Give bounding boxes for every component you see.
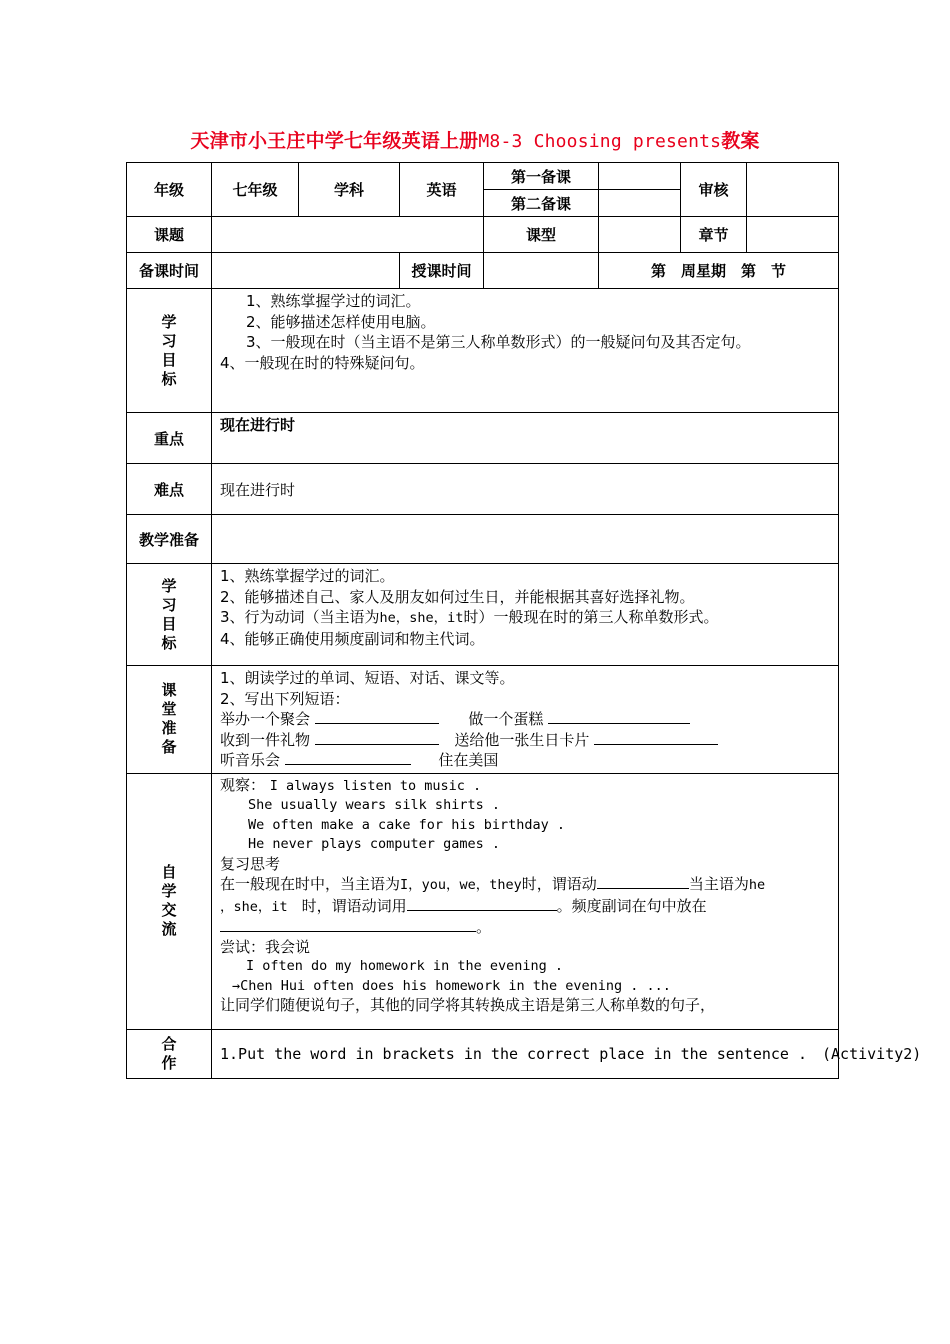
answer-blank xyxy=(315,709,439,724)
objectives2-content xyxy=(212,564,839,666)
phrase-row xyxy=(220,730,830,751)
class-prep-line: 1、朗读学过的单词、短语、对话、课文等。 xyxy=(220,669,515,687)
teach-time-cell xyxy=(484,253,599,289)
class-prep-content xyxy=(212,666,839,774)
example-sentence: She usually wears silk shirts . xyxy=(248,797,500,813)
prep1-label: 第一备课 xyxy=(484,163,599,190)
difficulty-value: 现在进行时 xyxy=(212,464,839,515)
prep2-cell xyxy=(599,190,681,217)
answer-blank xyxy=(407,896,557,911)
teaching-prep-cell xyxy=(212,515,839,564)
phrase: 送给他一张生日卡片 xyxy=(454,730,590,749)
teach-time-label: 授课时间 xyxy=(400,253,484,289)
observe-line: 观察： I always listen to music . xyxy=(220,775,482,794)
title-code: M8-3 Choosing presents xyxy=(478,131,722,152)
topic-cell xyxy=(212,217,484,253)
objective2-item: 1、熟练掌握学过的词汇。 xyxy=(220,567,395,585)
objective2-item: 2、能够描述自己、家人及朋友如何过生日，并能根据其喜好选择礼物。 xyxy=(220,587,695,606)
objectives1-label: 学 习 目 标 xyxy=(127,289,212,413)
lesson-type-cell xyxy=(599,217,681,253)
topic-label: 课题 xyxy=(127,217,212,253)
try-heading: 尝试：我会说 xyxy=(220,937,311,956)
objective2-item: 3、行为动词（当主语为he，she，it时）一般现在时的第三人称单数形式。 xyxy=(220,608,719,626)
prep-time-label: 备课时间 xyxy=(127,253,212,289)
objectives1-content xyxy=(212,289,839,413)
phrase: 收到一件礼物 xyxy=(220,730,311,749)
title-prefix: 天津市小王庄中学七年级英语上册 xyxy=(190,130,479,152)
answer-blank xyxy=(315,730,439,745)
try-sentence: →Chen Hui often does his homework in the evening . ... xyxy=(232,977,671,994)
example-sentence: He never plays computer games . xyxy=(248,836,500,852)
lesson-type-label: 课型 xyxy=(484,217,599,253)
review-cell xyxy=(747,163,839,217)
prep2-label: 第二备课 xyxy=(484,190,599,217)
key-point-label: 重点 xyxy=(127,413,212,464)
rule-line: 。 xyxy=(220,917,830,938)
grade-label: 年级 xyxy=(127,163,212,217)
prep-time-cell xyxy=(212,253,400,289)
phrase: 举办一个聚会 xyxy=(220,710,311,728)
phrase: 听音乐会 xyxy=(220,751,281,769)
lesson-plan-table xyxy=(126,162,922,1079)
phrase-row xyxy=(220,750,830,771)
class-prep-label: 课 堂 准 备 xyxy=(127,666,212,774)
objective2-item: 4、能够正确使用频度副词和物主代词。 xyxy=(220,629,485,648)
answer-blank xyxy=(548,709,690,724)
objectives2-label: 学 习 目 标 xyxy=(127,564,212,666)
objective1-item: 4、一般现在时的特殊疑问句。 xyxy=(220,353,425,372)
prep1-cell xyxy=(599,163,681,190)
subject-label: 学科 xyxy=(299,163,400,217)
review-label: 审核 xyxy=(681,163,747,217)
teaching-prep-label: 教学准备 xyxy=(127,515,212,564)
cooperation-label: 合 作 xyxy=(127,1029,212,1078)
review-heading: 复习思考 xyxy=(220,854,281,873)
difficulty-label: 难点 xyxy=(127,464,212,515)
chapter-label: 章节 xyxy=(681,217,747,253)
example-sentence: We often make a cake for his birthday . xyxy=(248,816,565,833)
self-study-content xyxy=(212,773,839,1029)
answer-blank xyxy=(594,730,718,745)
cooperation-item: 1.Put the word in brackets in the correct place in the sentence . (Activity2) xyxy=(212,1029,839,1078)
schedule-text: 第 周星期 第 节 xyxy=(599,253,839,289)
answer-blank xyxy=(285,750,411,765)
document-title xyxy=(0,126,950,153)
phrase: 做一个蛋糕 xyxy=(468,710,544,728)
objective1-item: 2、能够描述怎样使用电脑。 xyxy=(246,312,436,331)
subject-value: 英语 xyxy=(400,163,484,217)
title-suffix: 教案 xyxy=(721,130,760,152)
objective1-item: 3、一般现在时（当主语不是第三人称单数形式）的一般疑问句及其否定句。 xyxy=(246,333,751,351)
class-prep-line: 2、写出下列短语： xyxy=(220,689,350,708)
grade-value: 七年级 xyxy=(212,163,299,217)
self-study-label: 自 学 交 流 xyxy=(127,773,212,1029)
rule-line: ，she，it 时，谓语动词用 。频度副词在句中放在 xyxy=(220,896,707,915)
answer-blank xyxy=(597,874,689,889)
instruction-line: 让同学们随便说句子，其他的同学将其转换成主语是第三人称单数的句子， xyxy=(220,996,716,1014)
phrase-row xyxy=(220,709,830,730)
phrase: 住在美国 xyxy=(438,751,499,769)
objective1-item: 1、熟练掌握学过的词汇。 xyxy=(246,292,421,310)
chapter-cell xyxy=(747,217,839,253)
key-point-value: 现在进行时 xyxy=(212,413,839,464)
rule-line: 在一般现在时中，当主语为I，you，we，they时，谓语动 当主语为he xyxy=(220,875,766,893)
try-sentence: I often do my homework in the evening . xyxy=(246,958,563,974)
answer-blank xyxy=(220,917,476,932)
